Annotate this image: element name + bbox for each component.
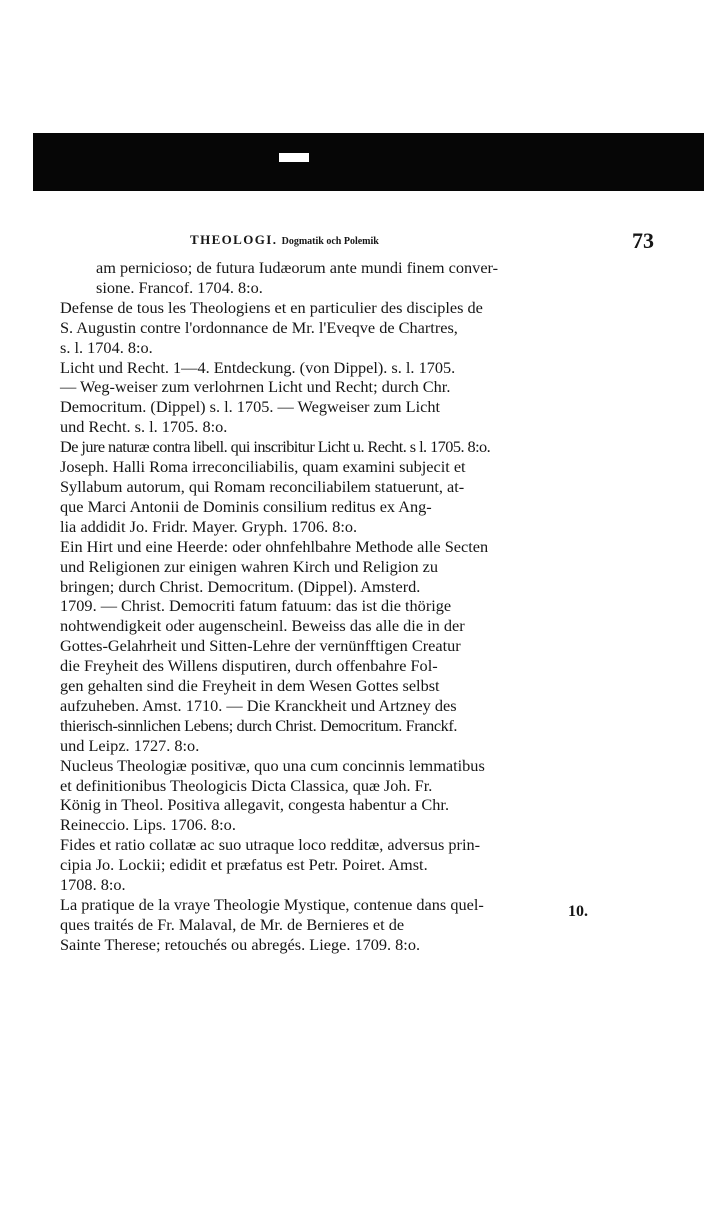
- text-line: sione. Francof. 1704. 8:o.: [96, 277, 263, 297]
- bibliography-text: [60, 258, 660, 955]
- text-line: La pratique de la vraye Theologie Mystique, contenue dans quel-: [60, 895, 484, 914]
- text-line: Gottes-Gelahrheit und Sitten-Lehre der vernünfftigen Creatur: [60, 636, 461, 656]
- entry-de-jure-naturae: [60, 437, 660, 457]
- black-scan-band: [33, 133, 704, 191]
- text-line: Joseph. Halli Roma irreconciliabilis, quam examini subjecit et: [60, 457, 466, 477]
- text-line: am pernicioso; de futura Iudæorum ante mundi finem conver-: [96, 258, 499, 277]
- text-line: aufzuheben. Amst. 1710. — Die Kranckheit und Artzney des: [60, 695, 457, 715]
- text-line: Fides et ratio collatæ ac suo utraque loco redditæ, adversus prin-: [60, 835, 481, 855]
- text-line: König in Theol. Positiva allegavit, congesta habentur a Chr.: [60, 795, 450, 815]
- text-line: thierisch-sinnlichen Lebens; durch Christ. Democritum. Franckf.: [60, 715, 458, 735]
- text-line: et definitionibus Theologicis Dicta Classica, quæ Joh. Fr.: [60, 775, 433, 795]
- text-line: lia addidit Jo. Fridr. Mayer. Gryph. 1706. 8:o.: [60, 516, 358, 536]
- text-line: cipia Jo. Lockii; edidit et præfatus est Petr. Poiret. Amst.: [60, 855, 428, 875]
- catchword: 10.: [568, 903, 588, 920]
- text-line: De jure naturæ contra libell. qui inscribitur Licht u. Recht. s l. 1705. 8:o.: [60, 437, 491, 457]
- text-line: Syllabum autorum, qui Romam reconciliabilem statuerunt, at-: [60, 476, 465, 496]
- text-line: 1709. — Christ. Democriti fatum fatuum: das ist die thörige: [60, 596, 452, 616]
- text-line: Democritum. (Dippel) s. l. 1705. — Wegweiser zum Licht: [60, 397, 441, 417]
- text-line: gen gehalten sind die Freyheit in dem Wesen Gottes selbst: [60, 676, 440, 696]
- white-tab-mark: [279, 153, 309, 162]
- page-header: [190, 228, 660, 256]
- text-line: que Marci Antonii de Dominis consilium reditus ex Ang-: [60, 496, 432, 516]
- page-number: 73: [632, 228, 654, 253]
- text-line: 1708. 8:o.: [60, 875, 126, 895]
- text-line: die Freyheit des Willens disputiren, durch offenbahre Fol-: [60, 656, 438, 676]
- text-line: ques traités de Fr. Malaval, de Mr. de Bernieres et de: [60, 914, 405, 934]
- text-line: S. Augustin contre l'ordonnance de Mr. l'Eveqve de Chartres,: [60, 317, 458, 337]
- entry-continuation: [60, 258, 660, 298]
- text-line: Sainte Therese; retouchés ou abregés. Liege. 1709. 8:o.: [60, 934, 421, 954]
- entry-fides-et-ratio: [60, 835, 660, 895]
- text-line: Reineccio. Lips. 1706. 8:o.: [60, 815, 236, 835]
- text-line: Licht und Recht. 1—4. Entdeckung. (von Dippel). s. l. 1705.: [60, 357, 456, 377]
- entry-defense: [60, 298, 660, 358]
- running-head-main: THEOLOGI.: [190, 232, 278, 247]
- entry-licht-und-recht: [60, 358, 660, 438]
- text-line: bringen; durch Christ. Democritum. (Dippel). Amsterd.: [60, 576, 421, 596]
- text-line: und Recht. s. l. 1705. 8:o.: [60, 417, 228, 437]
- entry-ein-hirt: [60, 537, 660, 756]
- running-head-sub: Dogmatik och Polemik: [281, 236, 379, 247]
- running-head: [190, 232, 379, 248]
- text-line: Nucleus Theologiæ positivæ, quo una cum concinnis lemmatibus: [60, 755, 485, 775]
- text-line: nohtwendigkeit oder augenscheinl. Beweiss das alle die in der: [60, 616, 465, 636]
- entry-roma-irreconciliabilis: [60, 457, 660, 537]
- text-line: — Weg-weiser zum verlohrnen Licht und Recht; durch Chr.: [60, 377, 451, 397]
- text-line: und Religionen zur einigen wahren Kirch und Religion zu: [60, 556, 438, 576]
- text-line: Ein Hirt und eine Heerde: oder ohnfehlbahre Methode alle Secten: [60, 536, 489, 556]
- text-line: Defense de tous les Theologiens et en particulier des disciples de: [60, 297, 483, 317]
- text-line: und Leipz. 1727. 8:o.: [60, 735, 200, 755]
- entry-nucleus-theologiae: [60, 756, 660, 836]
- text-line: s. l. 1704. 8:o.: [60, 337, 153, 357]
